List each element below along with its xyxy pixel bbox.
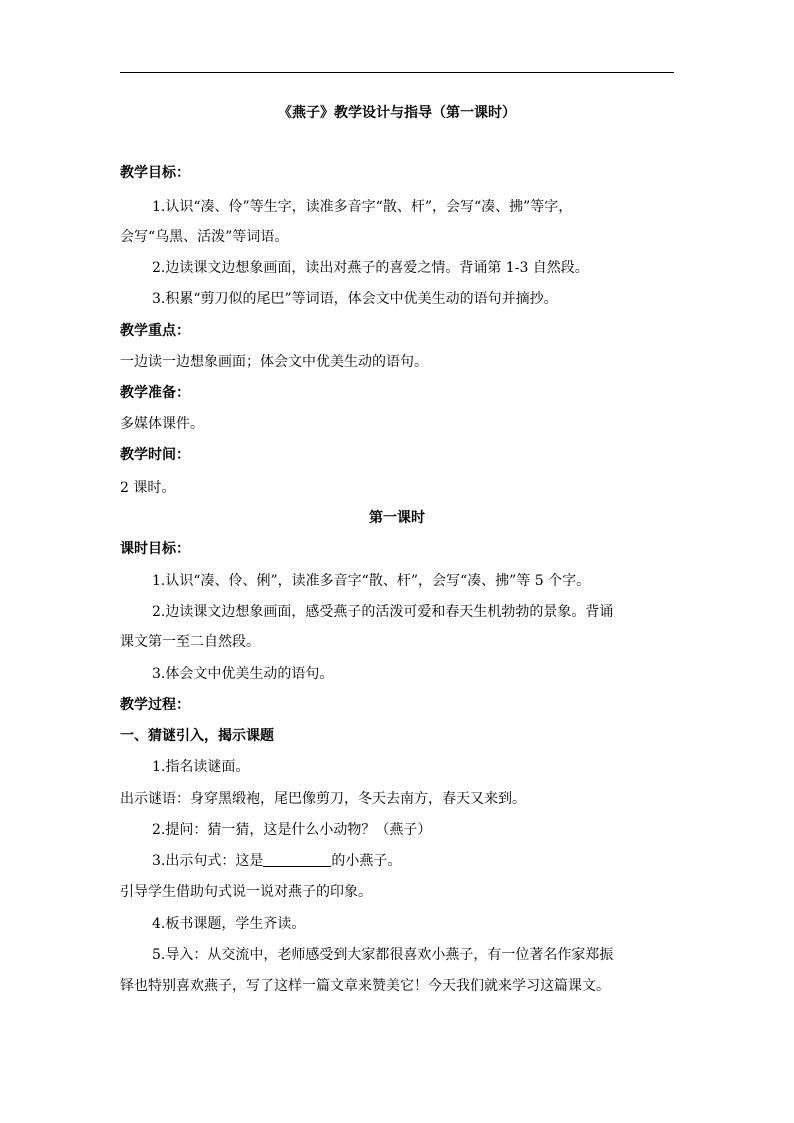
lesson-goal-2-line-2: 课文第一至二自然段。 [120, 634, 260, 650]
step-1: 1.指名读谜面。 [152, 759, 250, 775]
header-rule [120, 72, 674, 73]
preparation-heading: 教学准备： [120, 385, 190, 401]
guide-text: 引导学生借助句式说一说对燕子的印象。 [120, 884, 372, 900]
lesson-goal-1: 1.认识“凑、伶、俐”，读准多音字“散、杆”，会写“凑、拂”等 5 个字。 [152, 573, 591, 589]
step-3 [152, 850, 712, 872]
lesson-goal-2-line-1: 2.边读课文边想象画面，感受燕子的活泼可爱和春天生机勃勃的景象。背诵 [152, 604, 614, 620]
document-title: 《燕子》教学设计与指导（第一课时） [278, 105, 516, 121]
goal-2: 2.边读课文边想象画面，读出对燕子的喜爱之情。背诵第 1-3 自然段。 [152, 260, 589, 276]
key-points-text: 一边读一边想象画面；体会文中优美生动的语句。 [120, 354, 428, 370]
process-heading: 教学过程： [120, 697, 190, 713]
step-3-suffix: 的小燕子。 [331, 853, 402, 869]
lesson-goal-3: 3.体会文中优美生动的语句。 [152, 666, 334, 682]
goal-1-line-1: 1.认识“凑、伶”等生字，读准多音字“散、杆”，会写“凑、拂”等字， [152, 199, 573, 215]
step-5-line-1: 5.导入：从交流中，老师感受到大家都很喜欢小燕子，有一位著名作家郑振 [152, 947, 614, 963]
step-2: 2.提问：猜一猜，这是什么小动物？（燕子） [152, 822, 432, 838]
goals-heading: 教学目标： [120, 165, 190, 181]
step-4: 4.板书课题，学生齐读。 [152, 916, 306, 932]
riddle-text: 出示谜语：身穿黑缎袍，尾巴像剪刀，冬天去南方，春天又来到。 [120, 791, 526, 807]
goal-3: 3.积累“剪刀似的尾巴”等词语，体会文中优美生动的语句并摘抄。 [152, 291, 558, 307]
lesson-title: 第一课时 [369, 510, 425, 526]
time-text: 2 课时。 [120, 480, 176, 496]
goal-1-line-2: 会写“乌黑、活泼”等词语。 [120, 229, 289, 245]
key-points-heading: 教学重点： [120, 323, 190, 339]
preparation-text: 多媒体课件。 [120, 416, 204, 432]
step-3-prefix: 3.出示句式：这是 [152, 853, 264, 869]
time-heading: 教学时间： [120, 447, 190, 463]
step-5-line-2: 铎也特别喜欢燕子，写了这样一篇文章来赞美它！今天我们就来学习这篇课文。 [120, 978, 610, 994]
section-1-heading: 一、猜谜引入，揭示课题 [120, 728, 274, 744]
fill-in-blank [263, 852, 331, 867]
lesson-goals-heading: 课时目标： [120, 541, 190, 557]
